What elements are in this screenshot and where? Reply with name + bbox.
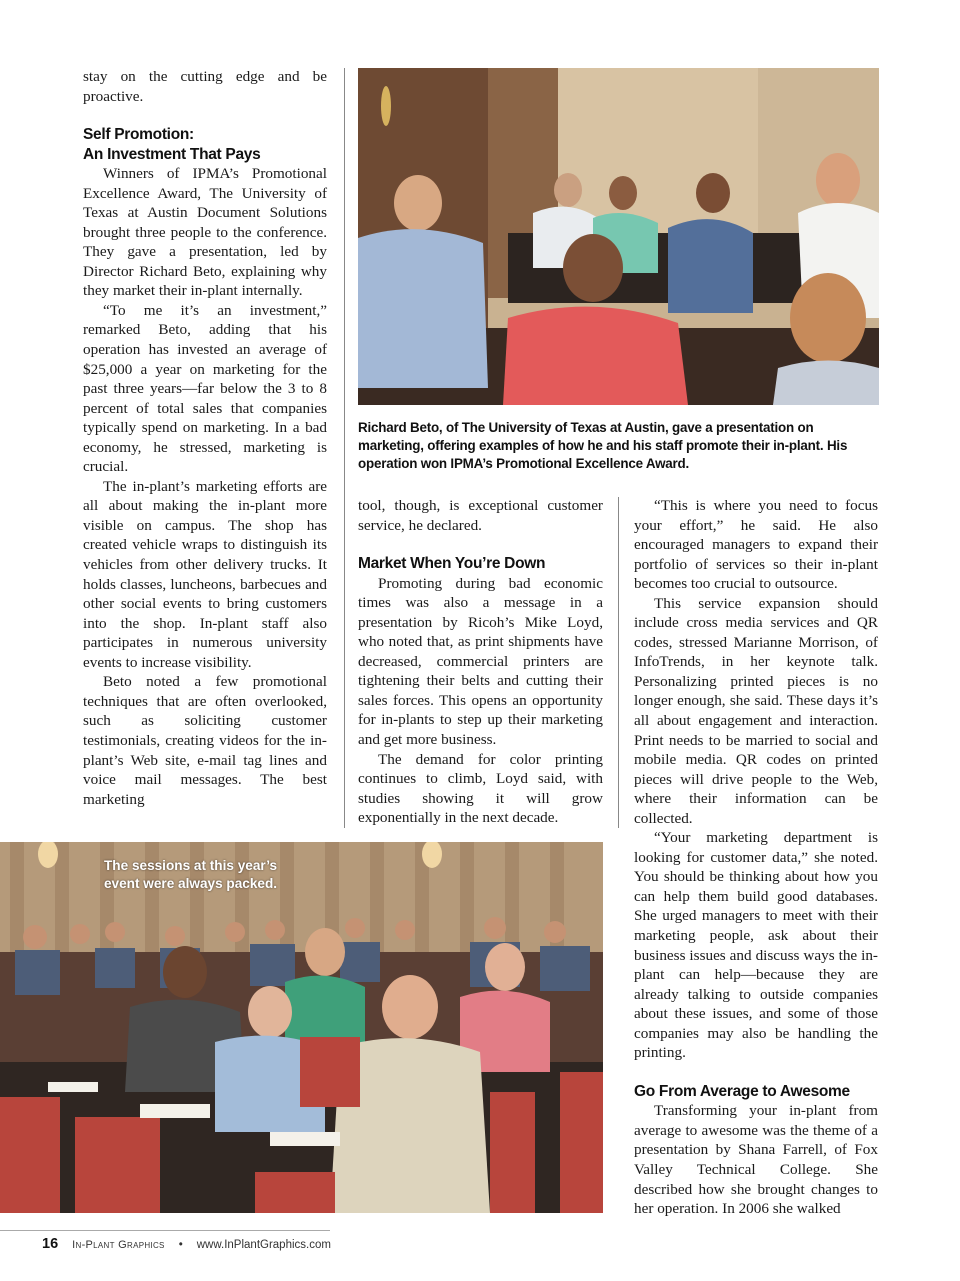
column-divider (618, 497, 619, 828)
paragraph: stay on the cutting edge and be proactive. (83, 68, 327, 105)
presentation-photo-graphic (358, 68, 879, 405)
paragraph: The demand for color printing continues to climb, Loyd said, with studies showing it will grow exponentially in the next decade. (358, 750, 603, 827)
section-heading: Market When You’re Down (358, 555, 546, 573)
paragraph: “This is where you need to focus your effort,” he said. He also encouraged managers to expand their portfolio of services so their in-plant becomes too crucial to outsource. (634, 497, 878, 593)
paragraph: tool, though, is exceptional customer service, he declared. (358, 497, 603, 534)
paragraph: Transforming your in-plant from average to awesome was the theme of a presentation by Shana Farrell, of Fox Valley Technical College. She described how she brought changes to her operation. In 2006 she walked (634, 1102, 878, 1218)
session-audience-graphic (0, 842, 603, 1213)
publication-name: In-Plant Graphics (72, 1239, 165, 1251)
footer-separator: • (178, 1239, 183, 1251)
article-column-1 (83, 67, 327, 809)
photo-caption: Richard Beto, of The University of Texas at Austin, gave a presentation on marketing, offering examples of how he and his staff promote their in-plant. His operation won IPMA’s Promotional Excellence Award. (358, 420, 848, 471)
paragraph: The in-plant’s marketing efforts are all about making the in-plant more visible on campus. The shop has created vehicle wraps to distinguish its vehicles from other delivery trucks. It holds classes, luncheons, barbecues and other social events to bring customers into the shop. In-plant staff also participates in numerous university events to increase visibility. (83, 477, 327, 671)
section-heading: Self Promotion: (83, 126, 194, 144)
article-column-2 (358, 496, 603, 828)
publication-url[interactable]: www.InPlantGraphics.com (196, 1239, 331, 1251)
section-heading: An Investment That Pays (83, 145, 261, 163)
paragraph: Beto noted a few promotional techniques that are often overlooked, such as soliciting customer testimonials, creating videos for the in-plant’s Web site, e-mail tag lines and voice mail messages. The best marketing (83, 673, 327, 808)
paragraph: This service expansion should include cross media services and QR codes, stressed Marianne Morrison, of InfoTrends, in her keynote talk. Personalizing printed pieces is no longer enough, she said. These days it’s all about engagement and interaction. Print needs to be married to social and mobile media. QR codes on printed pieces will drive people to the Web, where their information can be collected. (634, 594, 878, 827)
paragraph: “To me it’s an investment,” remarked Beto, adding that his operation has invested an average of $25,000 a year on marketing for the past three years—far below the 3 to 8 percent of total sales that companies typically spend on marketing. In a bad economy, he stressed, marketing is crucial. (83, 301, 327, 476)
presentation-photo (358, 68, 879, 405)
paragraph: Promoting during bad economic times was also a message in a presentation by Ricoh’s Mike Loyd, who noted that, as print shipments have decreased, commercial printers are tightening their belts and cutting their sales forces. This opens an opportunity for in-plants to step up their marketing and get more business. (358, 574, 603, 748)
paragraph: Winners of IPMA’s Promotional Excellence Award, The University of Texas at Austin Document Solutions brought three people to the conference. They gave a presentation, led by Director Richard Beto, explaining why they market their in-plant internally. (83, 165, 327, 300)
footer-rule (0, 1230, 330, 1231)
article-column-3 (634, 496, 878, 1219)
column-divider (344, 68, 345, 828)
photo-caption-overlay: The sessions at this year’s event were always packed. (104, 858, 278, 891)
section-heading: Go From Average to Awesome (634, 1082, 850, 1100)
page-footer (42, 1236, 331, 1256)
paragraph: “Your marketing department is looking for customer data,” she noted. You should be thinking about how you can help them build good databases. She urged managers to meet with their marketing people, ask about their business issues and discuss ways the in-plant can help—because they are already talking to outside companies about these issues, and some of those companies may also be handling the printing. (634, 829, 878, 1062)
session-audience-photo (0, 842, 603, 1213)
page-number: 16 (42, 1236, 59, 1252)
